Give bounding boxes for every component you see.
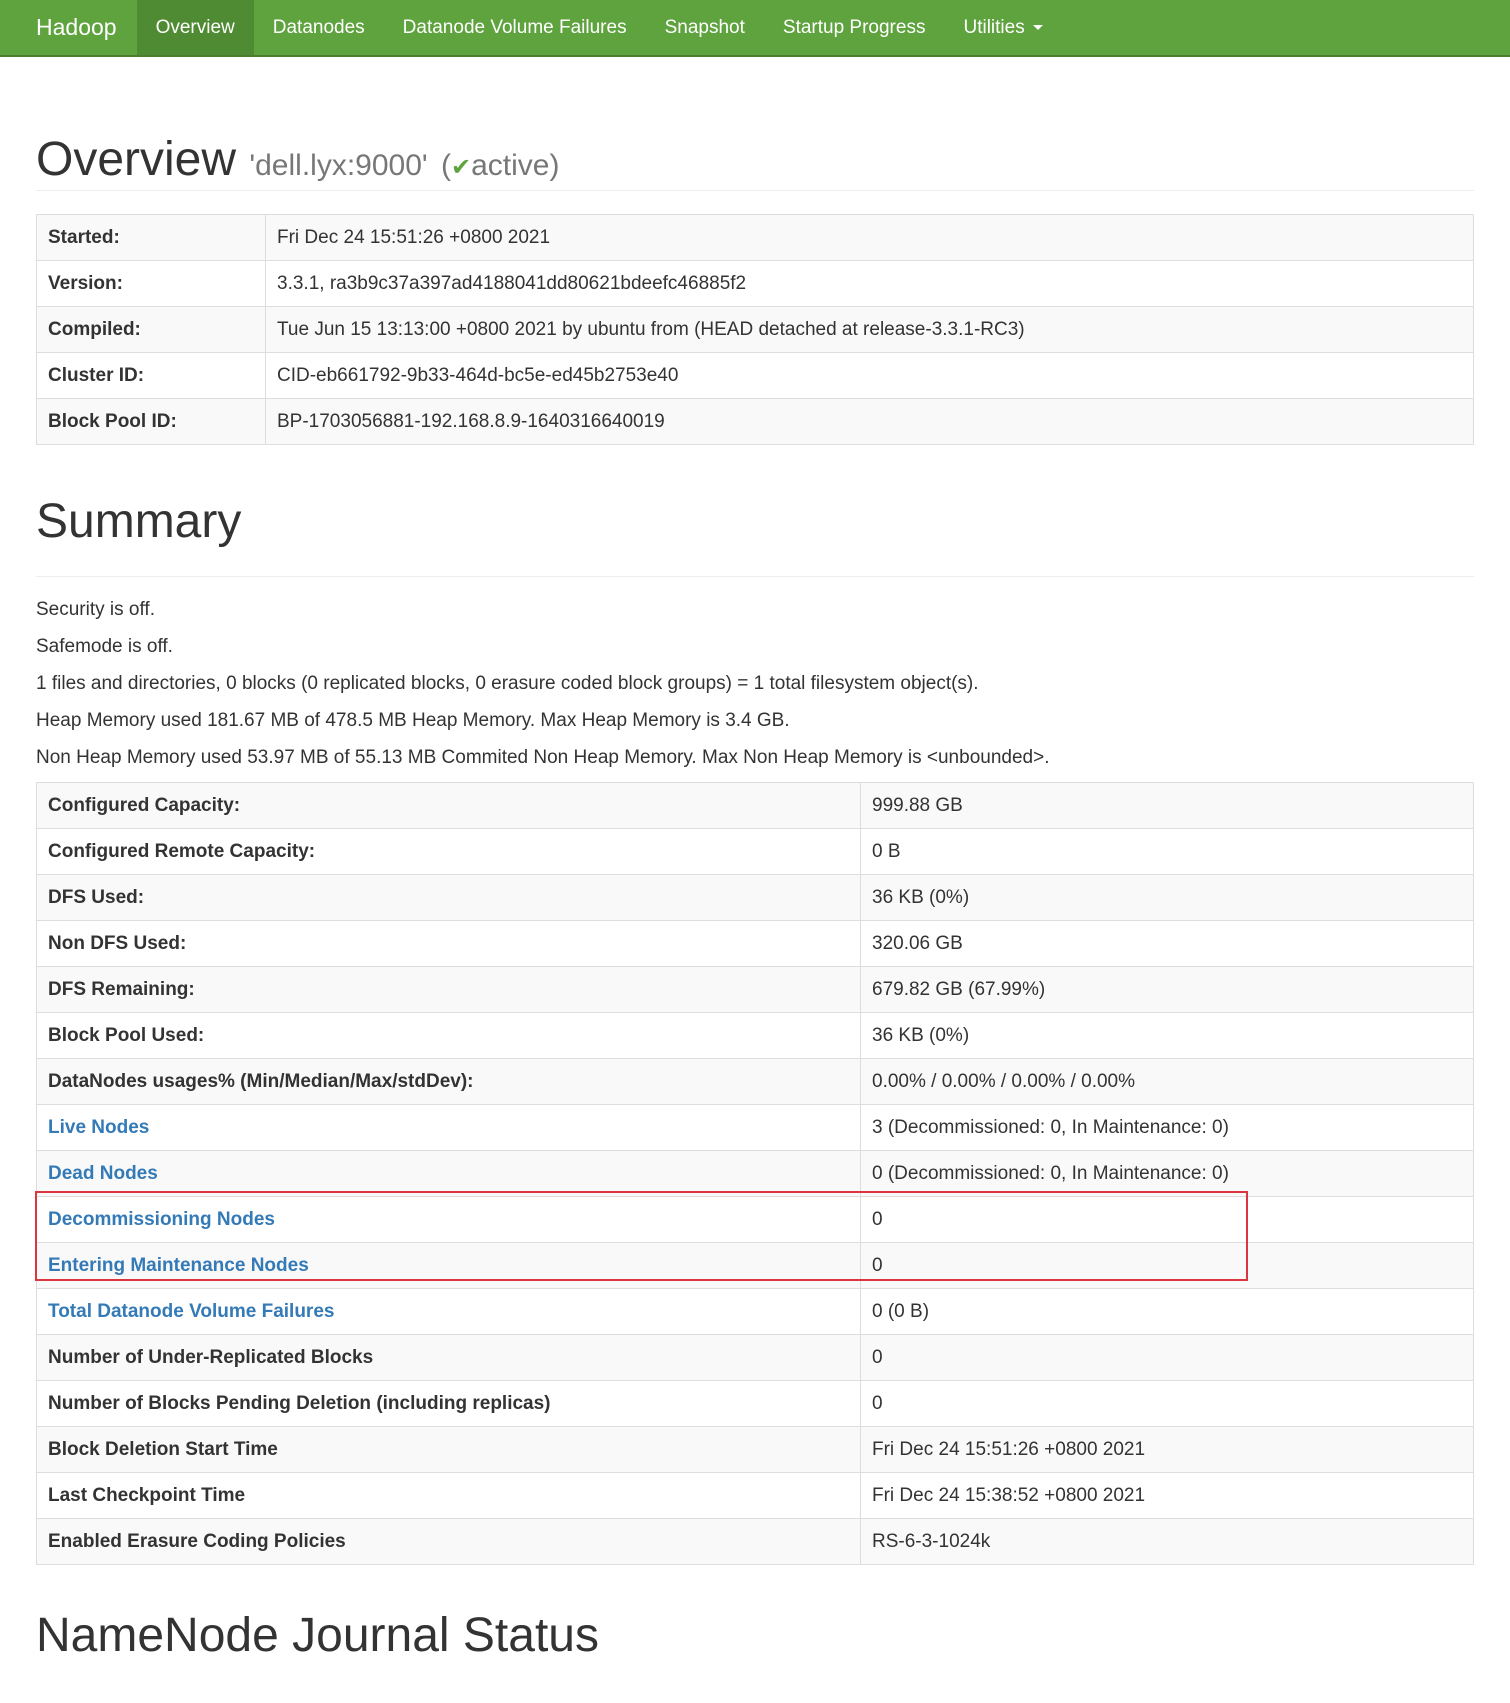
table-row (37, 829, 1474, 875)
row-value-dfs-used: 36 KB (0%) (861, 875, 1474, 921)
table-row (37, 399, 1474, 445)
heap-memory: Heap Memory used 181.67 MB of 478.5 MB Heap Memory. Max Heap Memory is 3.4 GB. (36, 710, 790, 731)
row-key-entering-maintenance-nodes (37, 1243, 861, 1289)
row-key-datanodes-usages-min-median-max-stddev: DataNodes usages% (Min/Median/Max/stdDev): (37, 1059, 861, 1105)
table-row (37, 1197, 1474, 1243)
table-row (37, 1335, 1474, 1381)
overview-state-open: ( (440, 149, 451, 182)
brand-logo[interactable]: Hadoop (36, 14, 117, 40)
row-value-dfs-remaining: 679.82 GB (67.99%) (861, 967, 1474, 1013)
row-key-number-of-blocks-pending-deletion-including-replicas: Number of Blocks Pending Deletion (including replicas) (37, 1381, 861, 1427)
overview-state: active) (471, 149, 560, 182)
main-container (0, 57, 1510, 1669)
row-value-dead-nodes: 0 (Decommissioned: 0, In Maintenance: 0) (861, 1151, 1474, 1197)
check-icon: ✔ (450, 154, 472, 181)
table-row (37, 1473, 1474, 1519)
entering-maintenance-nodes-link[interactable]: Entering Maintenance Nodes (48, 1254, 309, 1276)
summary-heading: Summary (36, 495, 242, 548)
row-key-number-of-under-replicated-blocks: Number of Under-Replicated Blocks (37, 1335, 861, 1381)
row-value-block-deletion-start-time: Fri Dec 24 15:51:26 +0800 2021 (861, 1427, 1474, 1473)
row-key-dfs-used: DFS Used: (37, 875, 861, 921)
row-value-compiled: Tue Jun 15 13:13:00 +0800 2021 by ubuntu from (HEAD detached at release-3.3.1-RC3) (266, 307, 1474, 353)
nav-startup-progress[interactable]: Startup Progress (782, 16, 926, 38)
row-key-configured-remote-capacity: Configured Remote Capacity: (37, 829, 861, 875)
caret-down-icon (1033, 25, 1043, 30)
row-key-dead-nodes (37, 1151, 861, 1197)
row-value-number-of-under-replicated-blocks: 0 (861, 1335, 1474, 1381)
row-key-live-nodes (37, 1105, 861, 1151)
row-value-configured-capacity: 999.88 GB (861, 783, 1474, 829)
nav-datanode-volume-failures[interactable]: Datanode Volume Failures (402, 16, 627, 38)
nav-utilities-dropdown[interactable] (944, 0, 1061, 55)
row-key-block-pool-id: Block Pool ID: (37, 399, 266, 445)
row-value-block-pool-used: 36 KB (0%) (861, 1013, 1474, 1059)
total-datanode-volume-failures-link[interactable]: Total Datanode Volume Failures (48, 1300, 335, 1322)
row-value-configured-remote-capacity: 0 B (861, 829, 1474, 875)
row-key-version: Version: (37, 261, 266, 307)
summary-divider (36, 576, 1474, 577)
row-value-started: Fri Dec 24 15:51:26 +0800 2021 (266, 215, 1474, 261)
row-value-version: 3.3.1, ra3b9c37a397ad4188041dd80621bdeefc46885f2 (266, 261, 1474, 307)
live-nodes-link[interactable]: Live Nodes (48, 1116, 150, 1138)
overview-title: Overview (36, 133, 237, 186)
nav-utilities-label: Utilities (963, 16, 1025, 38)
table-row (37, 261, 1474, 307)
row-key-compiled: Compiled: (37, 307, 266, 353)
overview-divider (36, 190, 1474, 191)
row-key-block-deletion-start-time: Block Deletion Start Time (37, 1427, 861, 1473)
row-value-live-nodes: 3 (Decommissioned: 0, In Maintenance: 0) (861, 1105, 1474, 1151)
table-row (37, 875, 1474, 921)
nav-snapshot[interactable]: Snapshot (664, 16, 745, 38)
row-key-block-pool-used: Block Pool Used: (37, 1013, 861, 1059)
dead-nodes-link[interactable]: Dead Nodes (48, 1162, 158, 1184)
row-key-total-datanode-volume-failures (37, 1289, 861, 1335)
row-value-total-datanode-volume-failures: 0 (0 B) (861, 1289, 1474, 1335)
journal-heading: NameNode Journal Status (36, 1609, 599, 1662)
summary-table (36, 782, 1474, 1565)
row-value-non-dfs-used: 320.06 GB (861, 921, 1474, 967)
table-row (37, 783, 1474, 829)
row-key-started: Started: (37, 215, 266, 261)
table-row (37, 215, 1474, 261)
filesystem-objects: 1 files and directories, 0 blocks (0 replicated blocks, 0 erasure coded block groups) = 1 total filesystem object(s). (36, 673, 979, 694)
top-navbar (0, 0, 1510, 57)
table-row (37, 1059, 1474, 1105)
security-status: Security is off. (36, 599, 155, 620)
row-value-datanodes-usages-min-median-max-stddev: 0.00% / 0.00% / 0.00% / 0.00% (861, 1059, 1474, 1105)
row-key-decommissioning-nodes (37, 1197, 861, 1243)
decommissioning-nodes-link[interactable]: Decommissioning Nodes (48, 1208, 275, 1230)
table-row (37, 1519, 1474, 1565)
table-row (37, 1151, 1474, 1197)
table-row (37, 967, 1474, 1013)
non-heap-memory: Non Heap Memory used 53.97 MB of 55.13 MB Commited Non Heap Memory. Max Non Heap Memory is <unbounded>. (36, 747, 1050, 768)
table-row (37, 1289, 1474, 1335)
row-key-configured-capacity: Configured Capacity: (37, 783, 861, 829)
row-value-decommissioning-nodes: 0 (861, 1197, 1474, 1243)
row-key-cluster-id: Cluster ID: (37, 353, 266, 399)
overview-heading (36, 57, 1474, 190)
row-key-enabled-erasure-coding-policies: Enabled Erasure Coding Policies (37, 1519, 861, 1565)
row-value-block-pool-id: BP-1703056881-192.168.8.9-1640316640019 (266, 399, 1474, 445)
safemode-status: Safemode is off. (36, 636, 173, 657)
row-value-cluster-id: CID-eb661792-9b33-464d-bc5e-ed45b2753e40 (266, 353, 1474, 399)
overview-table (36, 214, 1474, 445)
row-value-enabled-erasure-coding-policies: RS-6-3-1024k (861, 1519, 1474, 1565)
table-row (37, 921, 1474, 967)
row-key-last-checkpoint-time: Last Checkpoint Time (37, 1473, 861, 1519)
row-key-non-dfs-used: Non DFS Used: (37, 921, 861, 967)
table-row (37, 1105, 1474, 1151)
table-row (37, 353, 1474, 399)
table-row (37, 1243, 1474, 1289)
summary-lines (36, 591, 1474, 776)
row-value-entering-maintenance-nodes: 0 (861, 1243, 1474, 1289)
table-row (37, 1013, 1474, 1059)
table-row (37, 1427, 1474, 1473)
nav-datanodes[interactable]: Datanodes (272, 16, 365, 38)
row-key-dfs-remaining: DFS Remaining: (37, 967, 861, 1013)
row-value-last-checkpoint-time: Fri Dec 24 15:38:52 +0800 2021 (861, 1473, 1474, 1519)
nav-overview[interactable]: Overview (137, 0, 254, 55)
table-row (37, 1381, 1474, 1427)
table-row (37, 307, 1474, 353)
overview-host: 'dell.lyx:9000' (249, 149, 428, 182)
row-value-number-of-blocks-pending-deletion-including-replicas: 0 (861, 1381, 1474, 1427)
